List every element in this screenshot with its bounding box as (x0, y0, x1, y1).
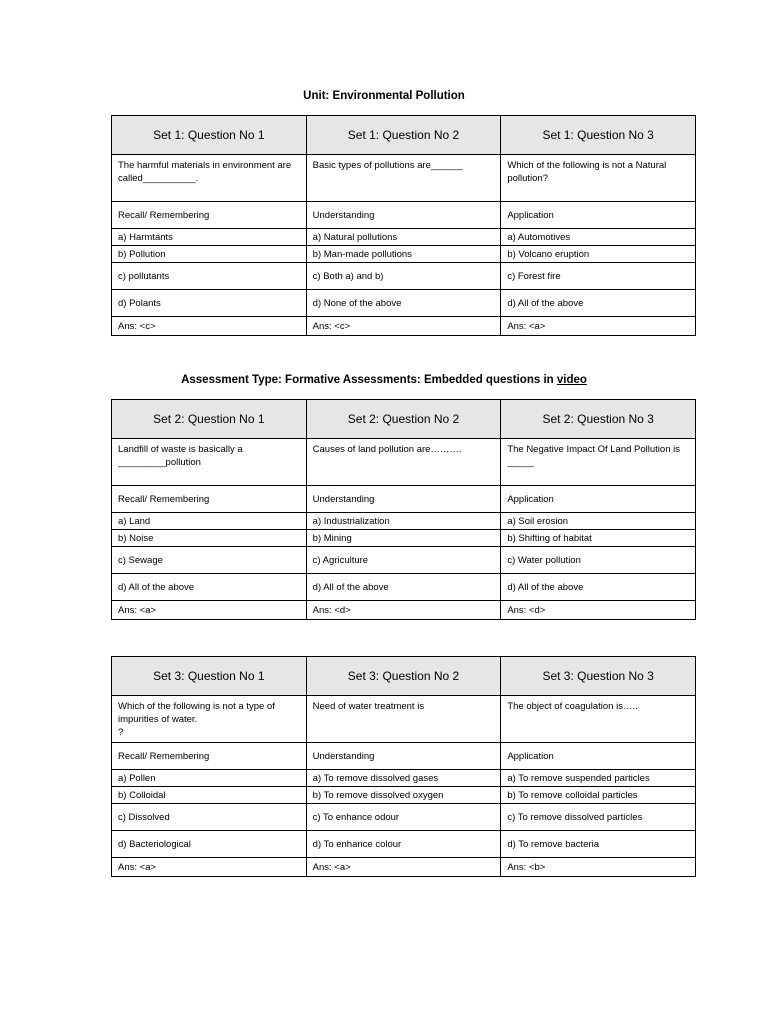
option-cell: b) To remove colloidal particles (501, 787, 696, 804)
option-cell: b) Colloidal (112, 787, 307, 804)
option-cell: c) pollutants (112, 263, 307, 290)
unit-title: Unit: Environmental Pollution (303, 90, 465, 102)
level-row (112, 743, 696, 770)
option-cell: b) To remove dissolved oxygen (306, 787, 501, 804)
option-row (112, 229, 696, 246)
level-cell: Application (501, 743, 696, 770)
option-row (112, 547, 696, 574)
option-cell: a) To remove suspended particles (501, 770, 696, 787)
question-row (112, 155, 696, 202)
level-cell: Understanding (306, 743, 501, 770)
header-cell: Set 2: Question No 3 (501, 400, 696, 439)
option-cell: c) Agriculture (306, 547, 501, 574)
answer-cell: Ans: <c> (112, 317, 307, 336)
header-cell: Set 1: Question No 2 (306, 116, 501, 155)
answer-row (112, 858, 696, 877)
header-cell: Set 2: Question No 2 (306, 400, 501, 439)
option-cell: d) None of the above (306, 290, 501, 317)
answer-row (112, 601, 696, 620)
option-cell: a) Soil erosion (501, 513, 696, 530)
level-cell: Understanding (306, 486, 501, 513)
answer-cell: Ans: <a> (306, 858, 501, 877)
option-cell: b) Volcano eruption (501, 246, 696, 263)
header-cell: Set 2: Question No 1 (112, 400, 307, 439)
option-cell: d) All of the above (112, 574, 307, 601)
option-cell: d) Bacteriological (112, 831, 307, 858)
header-cell: Set 3: Question No 2 (306, 657, 501, 696)
level-cell: Recall/ Remembering (112, 486, 307, 513)
question-cell: Basic types of pollutions are______ (306, 155, 501, 202)
question-cell: The harmful materials in environment are called__________. (112, 155, 307, 202)
option-row (112, 831, 696, 858)
question-cell: Landfill of waste is basically a _________pollution (112, 439, 307, 486)
answer-row (112, 317, 696, 336)
header-cell: Set 3: Question No 3 (501, 657, 696, 696)
level-row (112, 486, 696, 513)
answer-cell: Ans: <d> (306, 601, 501, 620)
answer-cell: Ans: <c> (306, 317, 501, 336)
question-cell: Need of water treatment is (306, 696, 501, 743)
answer-cell: Ans: <a> (501, 317, 696, 336)
option-row (112, 574, 696, 601)
option-row (112, 804, 696, 831)
option-cell: d) All of the above (306, 574, 501, 601)
option-cell: a) Automotives (501, 229, 696, 246)
option-cell: d) To remove bacteria (501, 831, 696, 858)
option-cell: c) Sewage (112, 547, 307, 574)
level-cell: Recall/ Remembering (112, 743, 307, 770)
option-cell: b) Pollution (112, 246, 307, 263)
assessment-title-link: video (556, 374, 587, 386)
header-row (112, 400, 696, 439)
option-cell: b) Mining (306, 530, 501, 547)
option-cell: d) All of the above (501, 290, 696, 317)
option-cell: b) Shifting of habitat (501, 530, 696, 547)
option-cell: b) Noise (112, 530, 307, 547)
option-cell: a) Pollen (112, 770, 307, 787)
question-row (112, 696, 696, 743)
question-cell: Which of the following is not a Natural pollution? (501, 155, 696, 202)
option-cell: c) To remove dissolved particles (501, 804, 696, 831)
option-cell: d) Polants (112, 290, 307, 317)
answer-cell: Ans: <a> (112, 601, 307, 620)
question-cell: Which of the following is not a type of impurities of water. ? (112, 696, 307, 743)
level-row (112, 202, 696, 229)
question-cell: The Negative Impact Of Land Pollution is _____ (501, 439, 696, 486)
option-cell: c) To enhance odour (306, 804, 501, 831)
header-row (112, 116, 696, 155)
option-cell: c) Forest fire (501, 263, 696, 290)
option-row (112, 263, 696, 290)
question-cell: Causes of land pollution are………. (306, 439, 501, 486)
header-cell: Set 1: Question No 3 (501, 116, 696, 155)
option-cell: c) Water pollution (501, 547, 696, 574)
question-table-set-2 (111, 399, 696, 620)
answer-cell: Ans: <d> (501, 601, 696, 620)
assessment-title (0, 374, 768, 386)
header-row (112, 657, 696, 696)
question-table-set-3 (111, 656, 696, 877)
option-row (112, 530, 696, 547)
assessment-title-text: Assessment Type: Formative Assessments: Embedded questions in (181, 374, 557, 386)
level-cell: Understanding (306, 202, 501, 229)
option-row (112, 246, 696, 263)
answer-cell: Ans: <a> (112, 858, 307, 877)
option-cell: d) All of the above (501, 574, 696, 601)
option-cell: a) To remove dissolved gases (306, 770, 501, 787)
option-cell: d) To enhance colour (306, 831, 501, 858)
level-cell: Application (501, 202, 696, 229)
option-cell: a) Natural pollutions (306, 229, 501, 246)
option-row (112, 770, 696, 787)
answer-cell: Ans: <b> (501, 858, 696, 877)
question-row (112, 439, 696, 486)
option-cell: a) Land (112, 513, 307, 530)
option-row (112, 513, 696, 530)
level-cell: Application (501, 486, 696, 513)
header-cell: Set 1: Question No 1 (112, 116, 307, 155)
option-cell: c) Dissolved (112, 804, 307, 831)
option-row (112, 290, 696, 317)
question-cell: The object of coagulation is….. (501, 696, 696, 743)
option-cell: a) Harmtants (112, 229, 307, 246)
header-cell: Set 3: Question No 1 (112, 657, 307, 696)
option-cell: b) Man-made pollutions (306, 246, 501, 263)
option-cell: a) Industrialization (306, 513, 501, 530)
level-cell: Recall/ Remembering (112, 202, 307, 229)
question-table-set-1 (111, 115, 696, 336)
option-cell: c) Both a) and b) (306, 263, 501, 290)
option-row (112, 787, 696, 804)
